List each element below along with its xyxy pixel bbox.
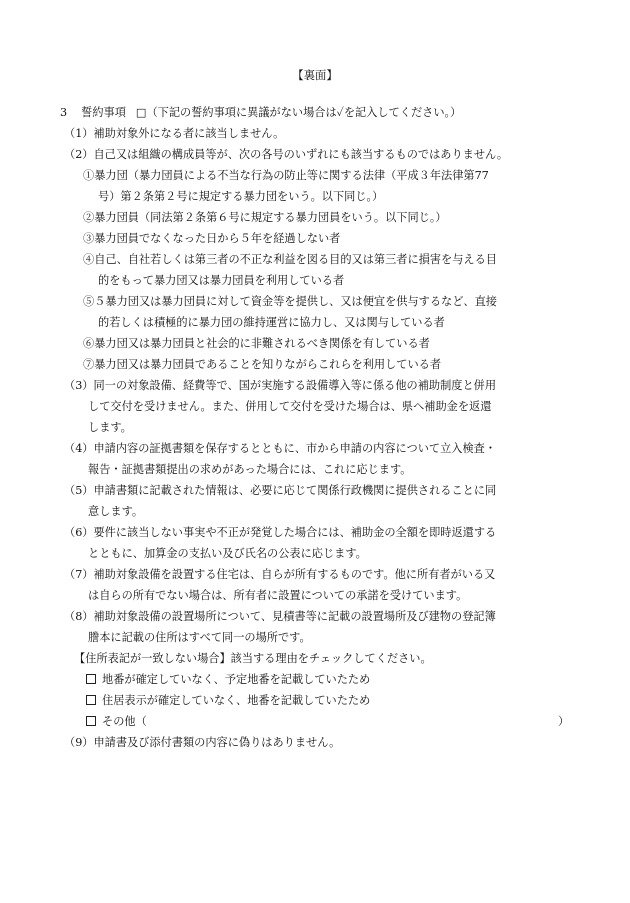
address-mismatch-note: 【住所表記が一致しない場合】該当する理由をチェックしてください。 xyxy=(74,652,432,665)
pledge-item-9: （9）申請書及び添付書類の内容に偽りはありません。 xyxy=(64,736,341,749)
pledge-item-3-line-3: します。 xyxy=(88,421,132,434)
pledge-item-3-line-2: して交付を受けません。また、併用して交付を受けた場合は、県へ補助金を返還 xyxy=(88,400,492,413)
reason-3-label: その他（ xyxy=(102,715,147,728)
section-number: 3 xyxy=(60,106,68,119)
section-header xyxy=(60,103,461,122)
sub-item-5-line-2: 的若しくは積極的に暴力団の維持運営に協力し、又は関与している者 xyxy=(98,316,445,329)
section-title: 誓約事項 xyxy=(81,106,126,119)
pledge-item-1: （1）補助対象外になる者に該当しません。 xyxy=(64,127,285,140)
reason-option-1[interactable] xyxy=(86,670,370,689)
pledge-item-4-line-1: （4）申請内容の証拠書類を保存するとともに、市から申請の内容について立入検査・ xyxy=(64,442,497,455)
sub-item-6: ⑥暴力団又は暴力団員と社会的に非難されるべき関係を有している者 xyxy=(83,337,430,350)
pledge-item-5-line-1: （5）申請書類に記載された情報は、必要に応じて関係行政機関に提供されることに同 xyxy=(64,484,497,497)
sub-item-4-line-1: ④自己、自社若しくは第三者の不正な利益を図る目的又は第三者に損害を与える目 xyxy=(83,253,497,266)
pledge-item-6-line-1: （6）要件に該当しない事実や不正が発覚した場合には、補助金の全額を即時返還する xyxy=(64,526,497,539)
pledge-item-5-line-2: 意します。 xyxy=(88,505,144,518)
reason-1-checkbox[interactable] xyxy=(86,674,96,684)
reason-3-close-paren: ） xyxy=(558,715,570,728)
pledge-item-3-line-1: （3）同一の対象設備、経費等で、国が実施する設備導入等に係る他の補助制度と併用 xyxy=(64,379,497,392)
pledge-item-4-line-2: 報告・証拠書類提出の求めがあった場合には、これに応じます。 xyxy=(88,463,412,476)
reason-2-checkbox[interactable] xyxy=(86,695,96,705)
pledge-item-2: （2）自己又は組織の構成員等が、次の各号のいずれにも該当するものではありません。 xyxy=(64,148,509,161)
sub-item-1-line-2: 号）第２条第２号に規定する暴力団をいう。以下同じ。） xyxy=(98,190,384,203)
pledge-item-8-line-2: 謄本に記載の住所はすべて同一の場所です。 xyxy=(88,631,311,644)
sub-item-2: ②暴力団員（同法第２条第６号に規定する暴力団員をいう。以下同じ。） xyxy=(83,211,447,224)
reason-1-label: 地番が確定していなく、予定地番を記載していたため xyxy=(102,673,371,686)
reason-2-label: 住居表示が確定していなく、地番を記載していたため xyxy=(102,694,371,707)
reason-option-2[interactable] xyxy=(86,691,370,710)
reason-option-3[interactable] xyxy=(86,712,147,731)
section-instruction: （下記の誓約事項に異議がない場合は✓を記入してください。） xyxy=(146,106,462,119)
pledge-item-7-line-1: （7）補助対象設備を設置する住宅は、自らが所有するものです。他に所有者がいる又 xyxy=(64,568,496,581)
sub-item-3: ③暴力団員でなくなった日から５年を経過しない者 xyxy=(83,232,341,245)
sub-item-4-line-2: 的をもって暴力団又は暴力団員を利用している者 xyxy=(98,274,345,287)
consent-checkbox[interactable]: □ xyxy=(135,106,147,119)
page-heading: 【裏面】 xyxy=(292,68,338,82)
sub-item-1-line-1: ①暴力団（暴力団員による不当な行為の防止等に関する法律（平成３年法律第77 xyxy=(83,169,489,182)
sub-item-5-line-1: ⑤５暴力団又は暴力団員に対して資金等を提供し、又は便宜を供与するなど、直接 xyxy=(83,295,497,308)
pledge-item-7-line-2: は自らの所有でない場合は、所有者に設置についての承諾を受けています。 xyxy=(88,589,468,602)
reason-3-checkbox[interactable] xyxy=(86,716,96,726)
pledge-item-6-line-2: とともに、加算金の支払い及び氏名の公表に応じます。 xyxy=(88,547,367,560)
pledge-item-8-line-1: （8）補助対象設備の設置場所について、見積書等に記載の設置場所及び建物の登記簿 xyxy=(64,610,496,623)
sub-item-7: ⑦暴力団又は暴力団員であることを知りながらこれらを利用している者 xyxy=(83,358,442,371)
